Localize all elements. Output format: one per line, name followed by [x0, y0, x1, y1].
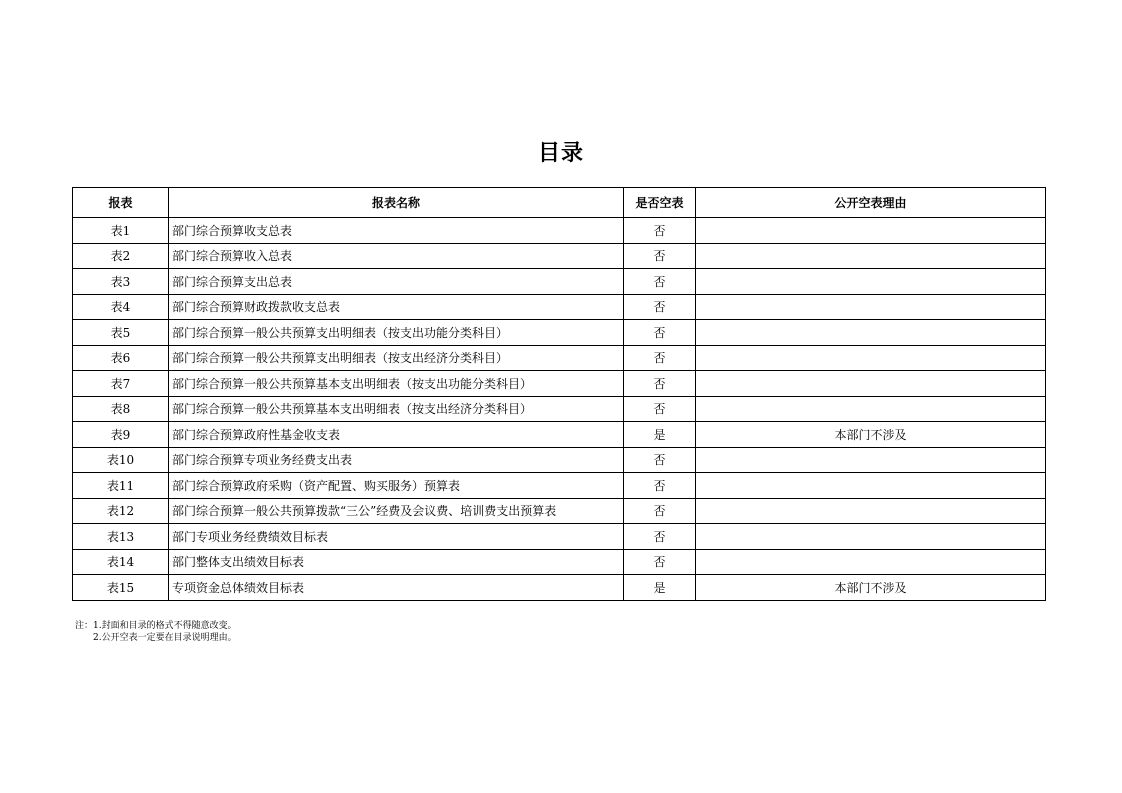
- row-name: 部门综合预算收入总表: [169, 243, 624, 269]
- table-row: [73, 320, 1046, 346]
- row-code: 表5: [73, 320, 169, 346]
- row-is-empty: 否: [624, 549, 696, 575]
- row-is-empty: 否: [624, 498, 696, 524]
- row-code: 表11: [73, 473, 169, 499]
- header-reason: 公开空表理由: [696, 188, 1046, 218]
- row-name: 部门综合预算财政拨款收支总表: [169, 294, 624, 320]
- row-reason: [696, 371, 1046, 397]
- footnotes: [75, 620, 237, 644]
- row-name: 部门综合预算专项业务经费支出表: [169, 447, 624, 473]
- table-row: [73, 549, 1046, 575]
- row-reason: [696, 447, 1046, 473]
- row-is-empty: 否: [624, 473, 696, 499]
- row-name: 部门综合预算一般公共预算支出明细表（按支出经济分类科目）: [169, 345, 624, 371]
- row-name: 部门专项业务经费绩效目标表: [169, 524, 624, 550]
- table-row: [73, 218, 1046, 244]
- row-code: 表14: [73, 549, 169, 575]
- row-reason: [696, 345, 1046, 371]
- row-code: 表7: [73, 371, 169, 397]
- table-header-row: [73, 188, 1046, 218]
- row-name: 专项资金总体绩效目标表: [169, 575, 624, 601]
- row-reason: [696, 294, 1046, 320]
- row-reason: 本部门不涉及: [696, 422, 1046, 448]
- row-reason: [696, 243, 1046, 269]
- row-code: 表10: [73, 447, 169, 473]
- table-row: [73, 498, 1046, 524]
- row-code: 表8: [73, 396, 169, 422]
- row-reason: [696, 549, 1046, 575]
- row-code: 表1: [73, 218, 169, 244]
- row-is-empty: 否: [624, 218, 696, 244]
- row-is-empty: 否: [624, 524, 696, 550]
- header-is-empty: 是否空表: [624, 188, 696, 218]
- row-is-empty: 是: [624, 422, 696, 448]
- table-row: [73, 345, 1046, 371]
- row-name: 部门综合预算政府采购（资产配置、购买服务）预算表: [169, 473, 624, 499]
- footnote-1: 注：1.封面和目录的格式不得随意改变。: [75, 621, 237, 631]
- row-code: 表12: [73, 498, 169, 524]
- row-code: 表6: [73, 345, 169, 371]
- row-is-empty: 否: [624, 269, 696, 295]
- table-row: [73, 269, 1046, 295]
- row-name: 部门综合预算一般公共预算基本支出明细表（按支出经济分类科目）: [169, 396, 624, 422]
- table-row: [73, 243, 1046, 269]
- table-row: [73, 473, 1046, 499]
- row-is-empty: 否: [624, 371, 696, 397]
- row-code: 表15: [73, 575, 169, 601]
- row-reason: [696, 269, 1046, 295]
- footnote-2: 2.公开空表一定要在目录说明理由。: [93, 633, 237, 643]
- header-name: 报表名称: [169, 188, 624, 218]
- row-reason: [696, 218, 1046, 244]
- row-reason: 本部门不涉及: [696, 575, 1046, 601]
- row-is-empty: 否: [624, 320, 696, 346]
- row-name: 部门整体支出绩效目标表: [169, 549, 624, 575]
- table-row: [73, 524, 1046, 550]
- row-reason: [696, 473, 1046, 499]
- row-name: 部门综合预算一般公共预算基本支出明细表（按支出功能分类科目）: [169, 371, 624, 397]
- row-reason: [696, 498, 1046, 524]
- row-reason: [696, 524, 1046, 550]
- page-title: 目录: [537, 140, 584, 166]
- row-name: 部门综合预算政府性基金收支表: [169, 422, 624, 448]
- row-reason: [696, 396, 1046, 422]
- table-row: [73, 575, 1046, 601]
- table-row: [73, 371, 1046, 397]
- row-is-empty: 否: [624, 447, 696, 473]
- row-code: 表9: [73, 422, 169, 448]
- row-is-empty: 否: [624, 345, 696, 371]
- table-body: [73, 218, 1046, 601]
- contents-table: [72, 187, 1046, 601]
- row-reason: [696, 320, 1046, 346]
- row-name: 部门综合预算一般公共预算支出明细表（按支出功能分类科目）: [169, 320, 624, 346]
- table-row: [73, 396, 1046, 422]
- header-code: 报表: [73, 188, 169, 218]
- row-is-empty: 否: [624, 294, 696, 320]
- row-is-empty: 否: [624, 396, 696, 422]
- table-row: [73, 294, 1046, 320]
- row-code: 表4: [73, 294, 169, 320]
- table-row: [73, 422, 1046, 448]
- row-code: 表3: [73, 269, 169, 295]
- row-is-empty: 否: [624, 243, 696, 269]
- row-name: 部门综合预算一般公共预算拨款“三公”经费及会议费、培训费支出预算表: [169, 498, 624, 524]
- table-row: [73, 447, 1046, 473]
- row-code: 表13: [73, 524, 169, 550]
- row-name: 部门综合预算收支总表: [169, 218, 624, 244]
- row-is-empty: 是: [624, 575, 696, 601]
- row-code: 表2: [73, 243, 169, 269]
- row-name: 部门综合预算支出总表: [169, 269, 624, 295]
